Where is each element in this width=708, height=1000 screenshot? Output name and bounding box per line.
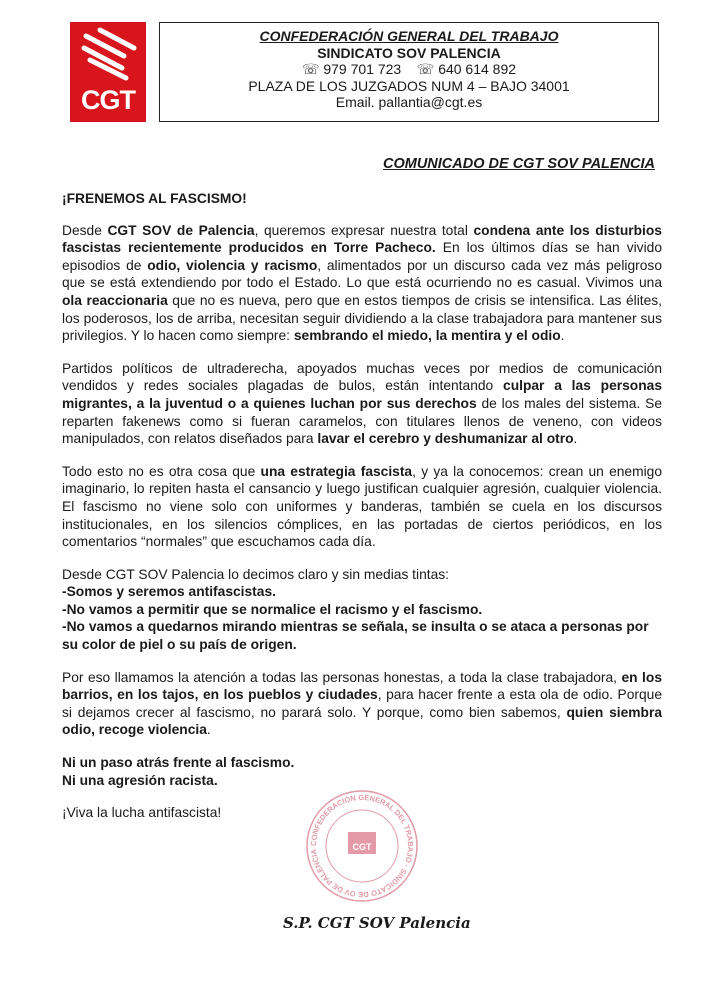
list-intro: Desde CGT SOV Palencia lo decimos claro y sin medias tintas: <box>62 566 449 582</box>
sindicato-name: SINDICATO SOV PALENCIA <box>317 44 501 61</box>
cgt-logo <box>70 22 146 122</box>
slogans <box>62 754 662 789</box>
union-stamp <box>300 788 424 904</box>
list-item: -No vamos a permitir que se normalice el racismo y el fascismo. <box>62 601 483 617</box>
slogan-2: Ni una agresión racista. <box>62 772 218 788</box>
letterhead <box>159 22 659 122</box>
phone-icon: ☏ <box>301 61 320 77</box>
phone-1: 979 701 723 <box>323 61 402 77</box>
org-name: CONFEDERACIÓN GENERAL DEL TRABAJO <box>259 28 559 44</box>
signature: S.P. CGT SOV Palencia <box>283 914 471 932</box>
paragraph-4 <box>62 566 662 654</box>
closing: ¡Viva la lucha antifascista! <box>62 805 222 821</box>
paragraph-3: Todo esto no es otra cosa que una estrategia fascista, y ya la conocemos: crean un enemigo imaginario, lo repiten hasta el cansancio y luego justifican cualquier agresión, cualquier violencia. El fascismo no viene solo con uniformes y banderas, también se cuela en los discursos institucionales, en los silencios cómplices, en las portadas de ciertos periódicos, en los comentarios “normales” que escuchamos cada día. <box>62 463 663 550</box>
phone-2: 640 614 892 <box>438 61 517 77</box>
logo-text: CGT <box>81 85 135 115</box>
document-title: ¡FRENEMOS AL FASCISMO! <box>62 191 247 206</box>
phone-icon: ☏ <box>416 61 435 77</box>
comunicado-heading: COMUNICADO DE CGT SOV PALENCIA <box>383 156 656 172</box>
logo-hands-icon <box>70 22 146 92</box>
paragraph-1: Desde CGT SOV de Palencia, queremos expresar nuestra total condena ante los disturbios fascistas recientemente producidos en Torre Pacheco. En los últimos días se han vivido episodios de odio, violencia y racismo, alimentados por un discurso cada vez más peligroso que se está extendiendo por todo el Estado. Lo que está ocurriendo no es casual. Vivimos una ola reaccionaria que no es nueva, pero que en estos tiempos de crisis se intensifica. Las élites, los poderosos, los de arriba, necesitan seguir dividiendo a la clase trabajadora para mantener sus privilegios. Y lo hacen como siempre: sembrando el miedo, la mentira y el odio. <box>62 222 662 344</box>
slogan-1: Ni un paso atrás frente al fascismo. <box>62 755 295 771</box>
stamp-ring-text: CONFEDERACIÓN GENERAL DEL TRABAJO · SINDICATO DE OV DE PALENCIA <box>308 792 416 900</box>
list-item: -Somos y seremos antifascistas. <box>62 584 276 600</box>
paragraph-2: Partidos políticos de ultraderecha, apoyados muchas veces por medios de comunicación vendidos y redes sociales plagadas de bulos, están intentando culpar a las personas migrantes, a la juventud o a quienes luchan por sus derechos de los males del sistema. Se reparten fakenews como si fueran caramelos, con titulares llenos de veneno, con videos manipulados, con relatos diseñados para lavar el cerebro y deshumanizar al otro. <box>62 360 663 447</box>
stamp-logo-text: CGT <box>352 842 372 852</box>
phones <box>160 61 658 78</box>
address: PLAZA DE LOS JUZGADOS NUM 4 – BAJO 34001 <box>248 77 570 94</box>
document-body <box>62 190 662 837</box>
list-item: -No vamos a quedarnos mirando mientras se señala, se insulta o se ataca a personas por su color de piel o su país de origen. <box>62 619 649 653</box>
email: Email. pallantia@cgt.es <box>335 94 483 110</box>
paragraph-5: Por eso llamamos la atención a todas las personas honestas, a toda la clase trabajadora, en los barrios, en los tajos, en los pueblos y ciudades, para hacer frente a esta ola de odio. Porque si dejamos crecer al fascismo, no parará solo. Y porque, como bien sabemos, quien siembra odio, recoge violencia. <box>62 669 663 738</box>
